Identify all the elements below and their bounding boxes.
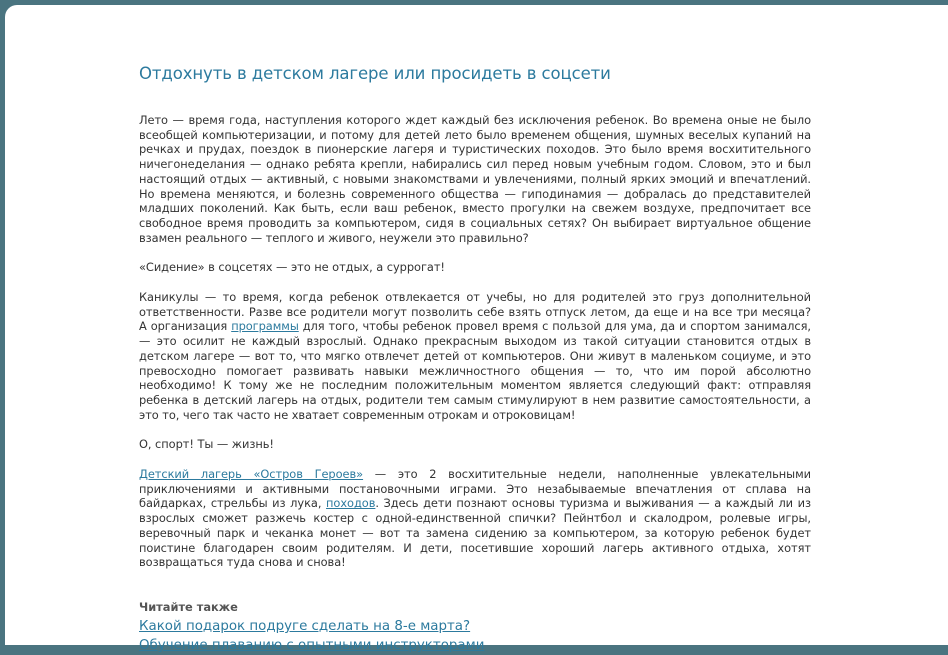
paragraph-text: для того, чтобы ребенок провел время с пользой для ума, да и спортом занимался, — это осилит не каждый взрослый. Однако прекрасным выходом из такой ситуации становится отдых в детском лагере — вот то, что мягко отвлечет детей от компьютеров. Они живут в маленьком социуме, и это превосходно помогает развивать навыки межличностного общения — то, что им порой абсолютно необходимо! К тому же не последним положительным моментом является следующий факт: отправляя ребенка в детский лагерь на отдых, родители тем самым стимулируют в нем развитие самостоятельности, а это то, чего так часто не хватает современным отрокам и отроковицам! <box>139 319 811 422</box>
camp-link[interactable]: Детский лагерь «Остров Героев» <box>139 467 364 482</box>
read-also-link-gift[interactable]: Какой подарок подруге сделать на 8-е марта? <box>139 618 471 634</box>
article-paragraph-1: Лето — время года, наступления которого ждет каждый без исключения ребенок. Во времена оные не было всеобщей компьютеризации, и потому для детей лето было временем общения, шумных веселых купаний на речках и прудах, поездок в пионерские лагеря и туристических походов. Это было время восхитительного ничегонеделания — однако ребята крепли, набирались сил перед новым учебным годом. Словом, это и был настоящий отдых — активный, с новыми знакомствами и увлечениями, полный ярких эмоций и впечатлений. Но времена меняются, и болезнь современного общества — гиподинамия — добралась до представителей младших поколений. Как быть, если ваш ребенок, вместо прогулки на свежем воздухе, предпочитает все свободное время проводить за компьютером, сидя в социальных сетях? Он выбирает виртуальное общение взамен реального — теплого и живого, неужели это правильно? <box>139 113 811 245</box>
read-also-title: Читайте также <box>139 599 238 614</box>
article-paragraph-5 <box>139 467 811 570</box>
paragraph-text: — это 2 восхитительные недели, наполненные увлекательными приключениями и активными постановочными играми. Это незабываемые впечатления от сплава на байдарках, стрельбы из лука, <box>139 467 811 511</box>
article <box>139 62 811 655</box>
paragraph-text: Каникулы — то время, когда ребенок отвлекается от учебы, но для родителей это груз дополнительной ответственности. Разве все родители могут позволить себе взять отпуск летом, да еще и на все три месяца? А организация <box>139 290 811 334</box>
paragraph-text: . Здесь дети познают основы туризма и выживания — а каждый ли из взрослых сможет разжечь костер с одной-единственной спички? Пейнтбол и скалодром, ролевые игры, веревочный парк и чеканка монет — вот та замена сидению за компьютером, за которую ребенок будет поистине благодарен своим родителям. И дети, посетившие хороший лагерь активного отдыха, хотят возвращаться туда снова и снова! <box>139 496 812 570</box>
article-paragraph-4: О, спорт! Ты — жизнь! <box>139 437 274 452</box>
article-paragraph-2: «Сидение» в соцсетях — это не отдых, а суррогат! <box>139 260 445 275</box>
article-title: Отдохнуть в детском лагере или просидеть в соцсети <box>139 64 611 83</box>
programs-link[interactable]: программы <box>231 319 299 334</box>
read-also-section <box>139 600 811 655</box>
article-paragraph-3 <box>139 290 811 422</box>
hikes-link[interactable]: походов <box>326 496 376 511</box>
read-also-link-swimming[interactable]: Обучение плаванию с опытными инструкторами <box>139 637 485 653</box>
